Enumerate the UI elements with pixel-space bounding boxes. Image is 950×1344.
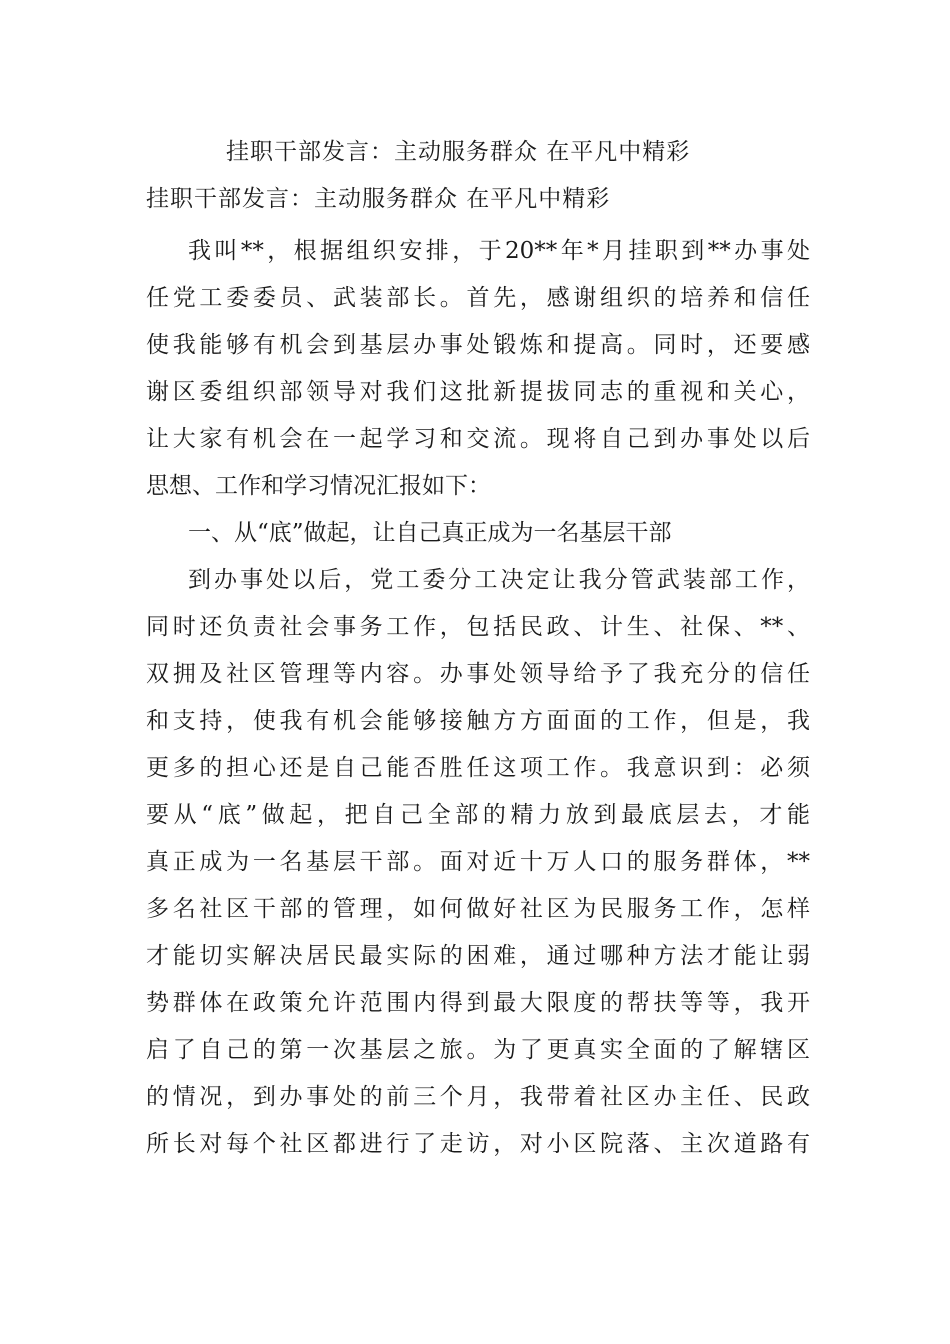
- text-line: 才能切实解决居民最实际的困难，通过哪种方法才能让弱: [146, 943, 810, 969]
- document-subtitle: 挂职干部发言：主动服务群众 在平凡中精彩: [146, 186, 611, 212]
- text-line: 的情况，到办事处的前三个月，我带着社区办主任、民政: [146, 1084, 810, 1110]
- text-line: 让大家有机会在一起学习和交流。现将自己到办事处以后: [146, 426, 810, 452]
- text-line: 所长对每个社区都进行了走访，对小区院落、主次道路有: [146, 1131, 810, 1157]
- text-line: 更多的担心还是自己能否胜任这项工作。我意识到：必须: [146, 755, 810, 781]
- text-line: 谢区委组织部领导对我们这批新提拔同志的重视和关心，: [146, 379, 810, 405]
- text-line: 和支持，使我有机会能够接触方方面面的工作，但是，我: [146, 708, 810, 734]
- text-line: 任党工委委员、武装部长。首先，感谢组织的培养和信任: [146, 285, 810, 311]
- text-line: 双拥及社区管理等内容。办事处领导给予了我充分的信任: [146, 661, 810, 687]
- text-line: 到办事处以后，党工委分工决定让我分管武装部工作，: [188, 567, 810, 593]
- text-line: 启了自己的第一次基层之旅。为了更真实全面的了解辖区: [146, 1037, 810, 1063]
- text-line: 我叫**，根据组织安排，于20**年*月挂职到**办事处: [188, 238, 810, 264]
- document-body: [146, 228, 810, 1168]
- text-line: 一、从“底”做起，让自己真正成为一名基层干部: [188, 520, 672, 546]
- text-line: 使我能够有机会到基层办事处锻炼和提高。同时，还要感: [146, 332, 810, 358]
- text-line: 势群体在政策允许范围内得到最大限度的帮扶等等，我开: [146, 990, 810, 1016]
- document-title: 挂职干部发言：主动服务群众 在平凡中精彩: [226, 139, 691, 165]
- text-line: 要从“底”做起，把自己全部的精力放到最底层去，才能: [146, 802, 810, 828]
- text-line: 同时还负责社会事务工作，包括民政、计生、社保、**、: [146, 614, 810, 640]
- text-line: 真正成为一名基层干部。面对近十万人口的服务群体，**: [146, 849, 810, 875]
- text-line: 思想、工作和学习情况汇报如下：: [146, 473, 491, 499]
- text-line: 多名社区干部的管理，如何做好社区为民服务工作，怎样: [146, 896, 810, 922]
